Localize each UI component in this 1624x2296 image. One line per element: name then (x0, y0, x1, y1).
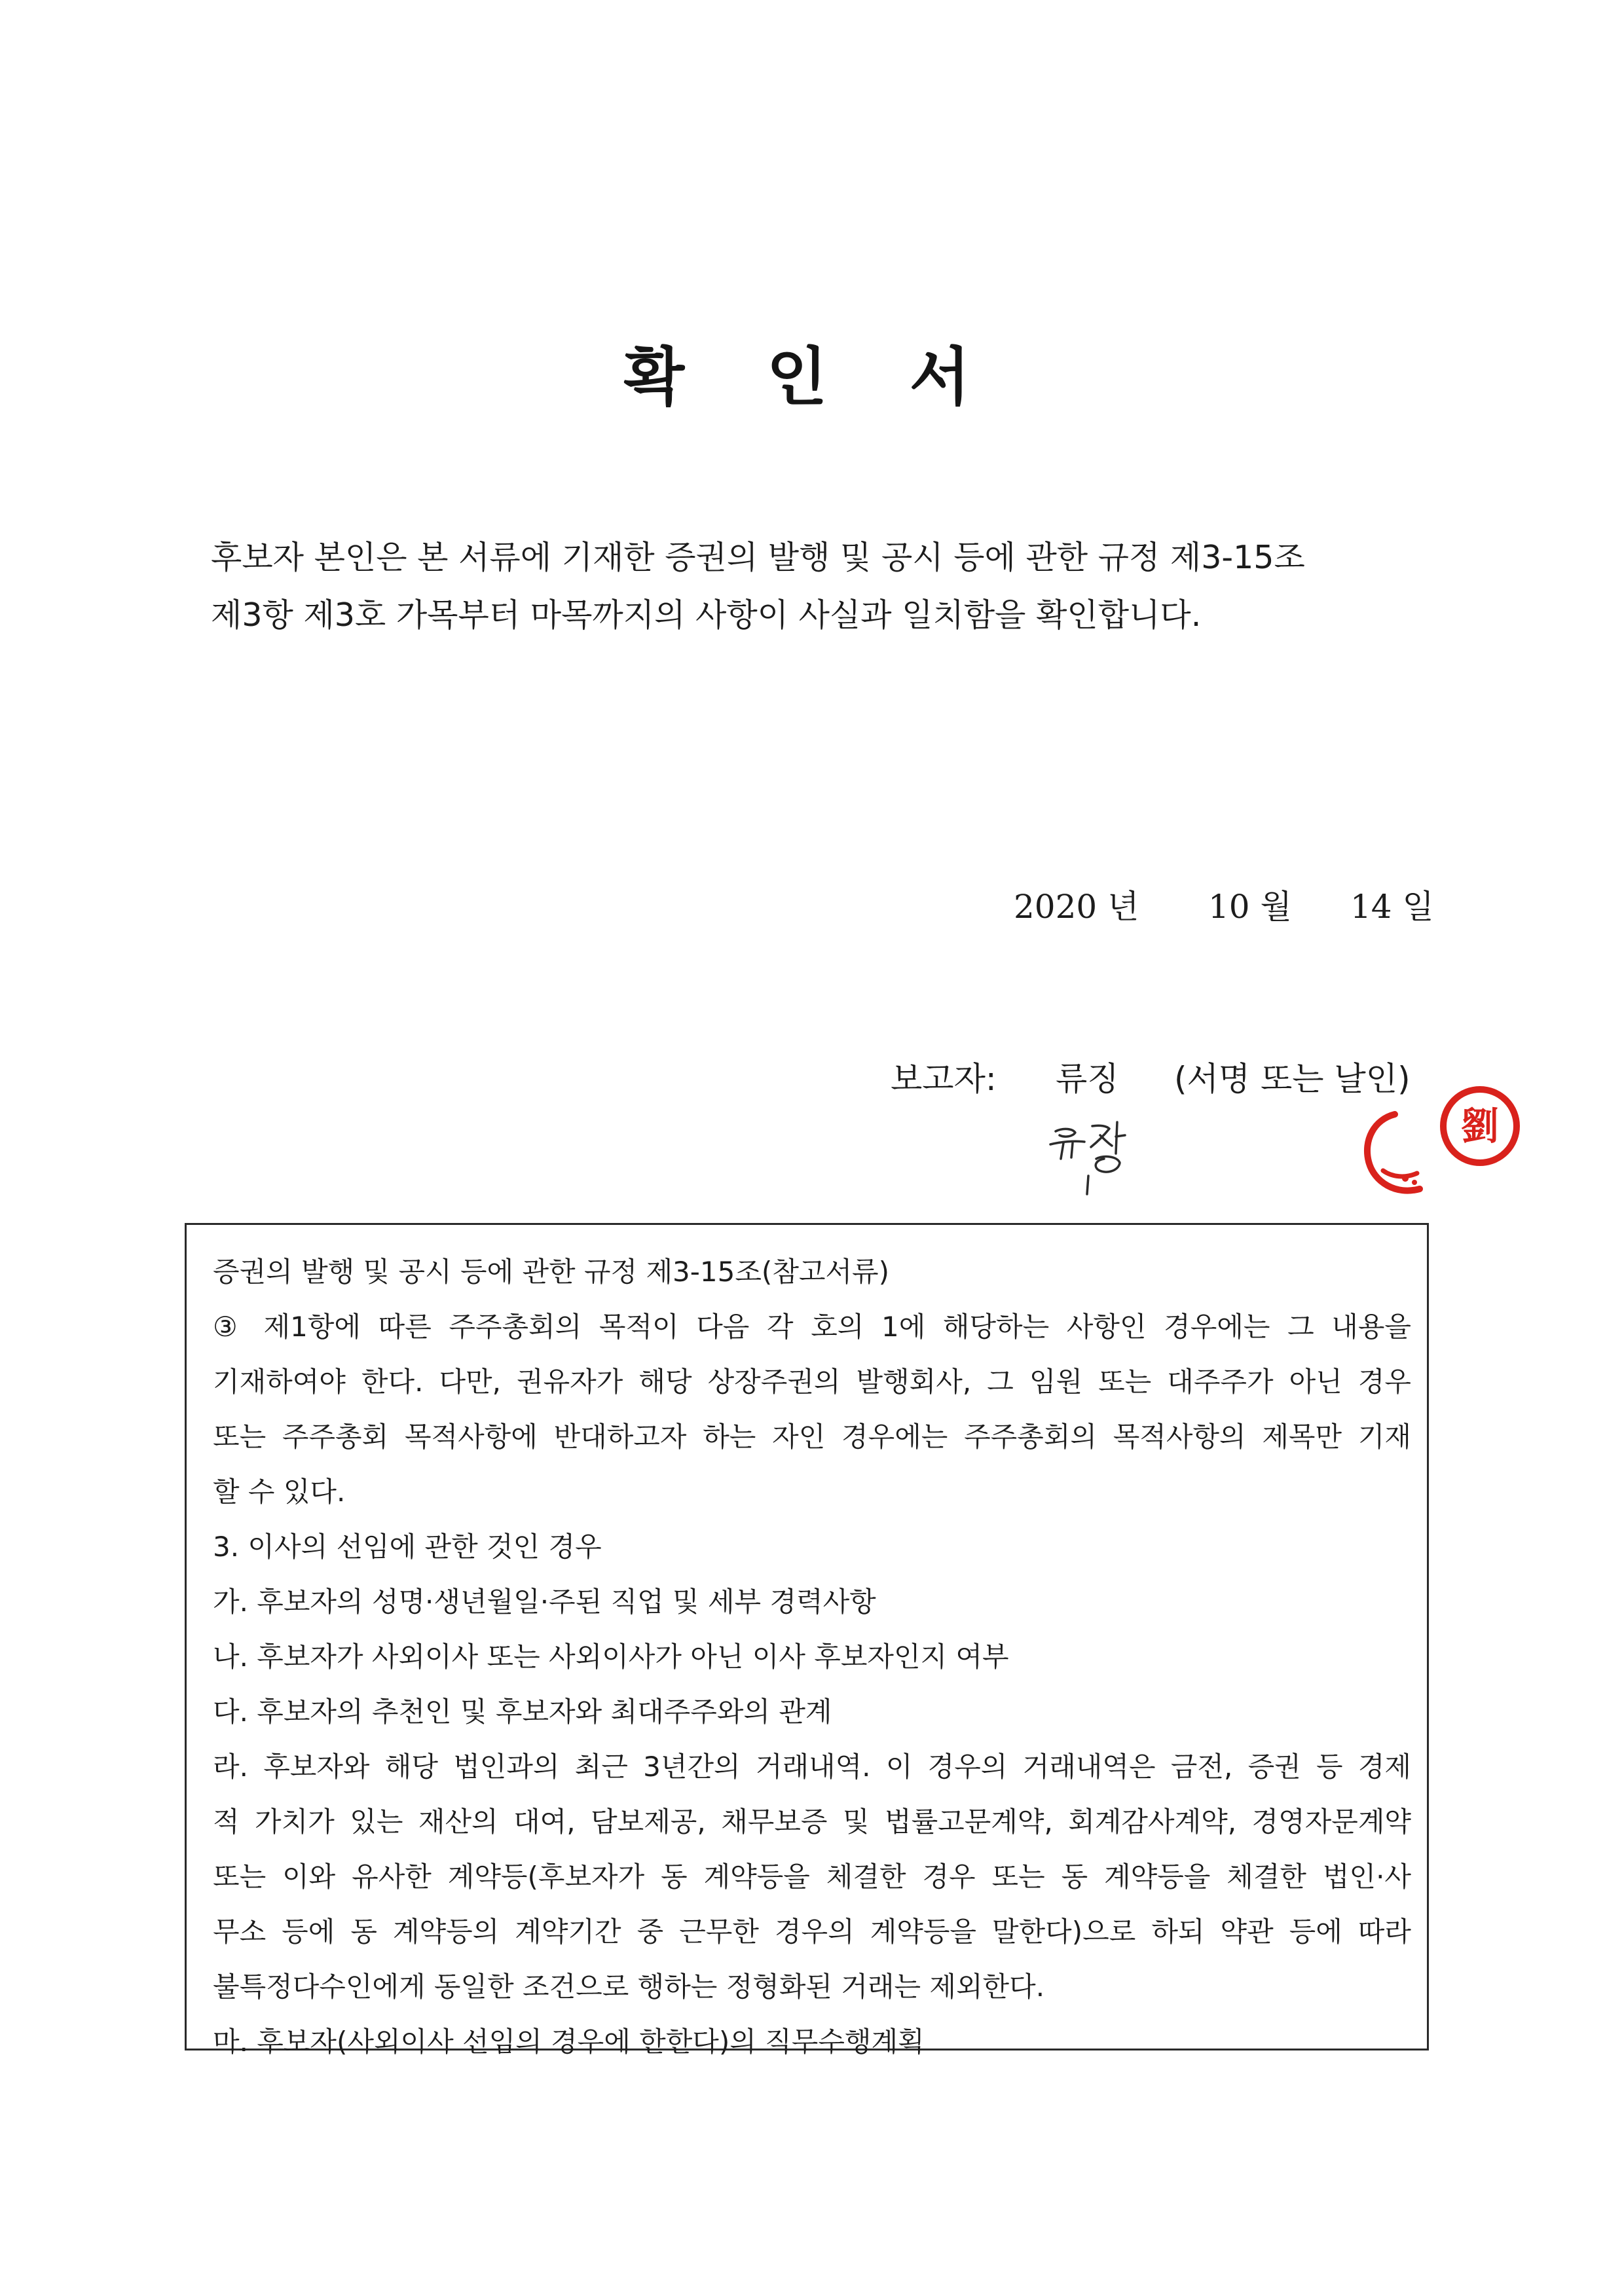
regulation-text (213, 1245, 1411, 2069)
regulation-line: 다. 후보자의 추천인 및 후보자와 최대주주와의 관계 (213, 1696, 832, 1728)
regulation-line: 마. 후보자(사외이사 선임의 경우에 한한다)의 직무수행계획 (213, 2026, 925, 2058)
regulation-line: 적 가치가 있는 재산의 대여, 담보제공, 채무보증 및 법률고문계약, 회계감사계약, 경영자문계약 (213, 1806, 1411, 1838)
signature-note: (서명 또는 날인) (1174, 1060, 1411, 1098)
date-day: 14 일 (1350, 888, 1434, 926)
regulation-line: 가. 후보자의 성명·생년월일·주된 직업 및 세부 경력사항 (213, 1586, 876, 1618)
regulation-line: 나. 후보자가 사외이사 또는 사외이사가 아닌 이사 후보자인지 여부 (213, 1641, 1009, 1673)
regulation-line: 무소 등에 동 계약등의 계약기간 중 근무한 경우의 계약등을 말한다)으로 하되 약관 등에 따라 (213, 1916, 1411, 1948)
regulation-heading: 증권의 발행 및 공시 등에 관한 규정 제3-15조(참고서류) (213, 1256, 889, 1288)
seal-stamp (1349, 1080, 1526, 1211)
regulation-line: 할 수 있다. (213, 1476, 346, 1508)
reporter-name: 류징 (1056, 1060, 1119, 1098)
regulation-line: 라. 후보자와 해당 법인과의 최근 3년간의 거래내역. 이 경우의 거래내역은 금전, 증권 등 경제 (213, 1751, 1411, 1783)
regulation-line: 기재하여야 한다. 다만, 권유자가 해당 상장주권의 발행회사, 그 임원 또는 대주주가 아닌 경우 (213, 1366, 1411, 1398)
regulation-line: ③ 제1항에 따른 주주총회의 목적이 다음 각 호의 1에 해당하는 사항인 경우에는 그 내용을 (213, 1311, 1411, 1343)
regulation-line: 또는 이와 유사한 계약등(후보자가 동 계약등을 체결한 경우 또는 동 계약등을 체결한 법인·사 (213, 1861, 1411, 1893)
statement-line: 후보자 본인은 본 서류에 기재한 증권의 발행 및 공시 등에 관한 규정 제3-15조 (211, 539, 1305, 576)
document-title: 확 인 서 (623, 340, 1001, 414)
seal-character: 劉 (1460, 1104, 1500, 1148)
regulation-line: 또는 주주총회 목적사항에 반대하고자 하는 자인 경우에는 주주총회의 목적사항의 제목만 기재 (213, 1421, 1411, 1453)
date-month: 10 월 (1208, 888, 1292, 926)
handwritten-signature (1041, 1113, 1139, 1198)
regulation-reference-box (185, 1223, 1429, 2058)
date-year: 2020 년 (1014, 888, 1139, 926)
confirmation-statement (211, 529, 1442, 644)
reporter-label: 보고자: (891, 1060, 997, 1098)
regulation-line: 3. 이사의 선임에 관한 것인 경우 (213, 1531, 602, 1563)
statement-line: 제3항 제3호 가목부터 마목까지의 사항이 사실과 일치함을 확인합니다. (211, 596, 1202, 634)
regulation-line: 불특정다수인에게 동일한 조건으로 행하는 정형화된 거래는 제외한다. (213, 1971, 1045, 2003)
